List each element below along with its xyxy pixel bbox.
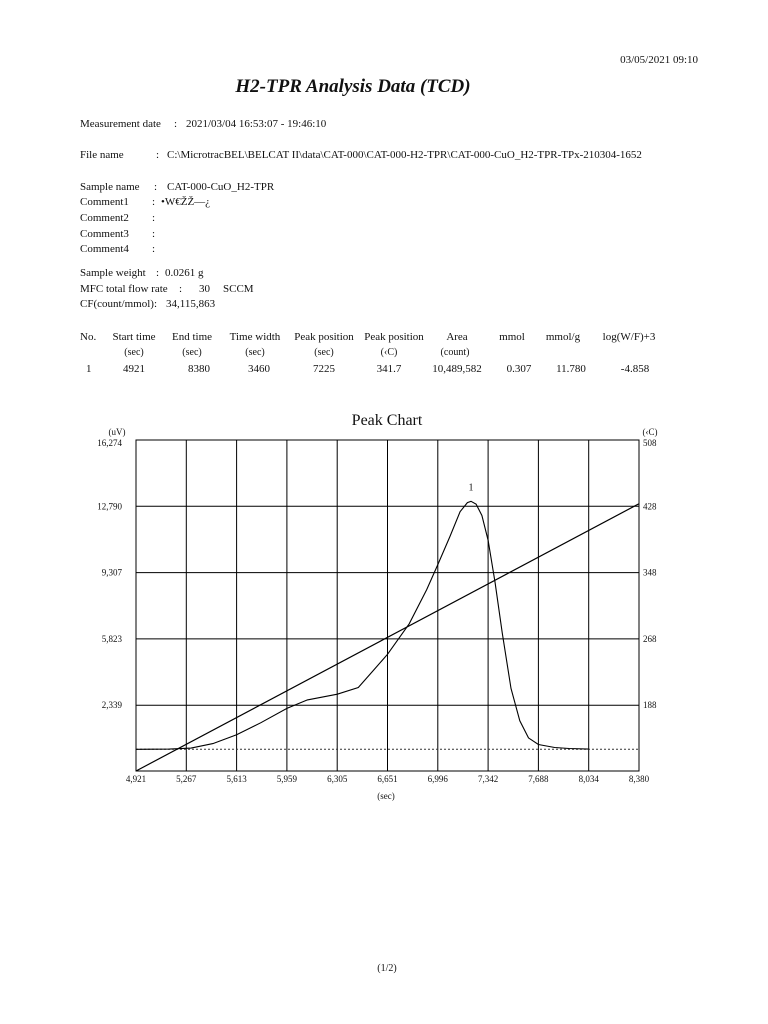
right-axis-unit: (‹C) [642, 427, 658, 437]
col-unit-start-time: (sec) [124, 347, 144, 358]
y-left-tick-label: 2,339 [101, 700, 122, 711]
cell-start-time: 4921 [123, 363, 145, 375]
y-right-tick-label: 428 [643, 501, 657, 512]
meta-label-comment1: Comment1 [80, 196, 129, 208]
x-tick-label: 7,342 [477, 774, 499, 784]
x-axis-label: (sec) [377, 791, 395, 801]
print-timestamp: 03/05/2021 09:10 [620, 54, 698, 66]
measurement-date-value: 2021/03/04 16:53:07 - 19:46:10 [186, 118, 327, 130]
left-axis-unit: (uV) [108, 427, 126, 437]
meta-label-sample-name: Sample name [80, 181, 140, 193]
peak-label: 1 [468, 482, 474, 494]
col-header-mmol-g: mmol/g [545, 331, 581, 343]
col-unit-area: (count) [440, 347, 470, 358]
cell-time-width: 3460 [248, 363, 270, 375]
cell-area: 10,489,582 [432, 363, 482, 375]
cell-no: 1 [86, 363, 92, 375]
x-tick-label: 4,921 [125, 774, 147, 784]
col-unit-peak-position-sec: (sec) [314, 347, 334, 358]
cell-peak-position-sec: 7225 [313, 363, 335, 375]
x-tick-label: 6,996 [427, 774, 448, 784]
meta-sep: : [174, 118, 178, 130]
col-header-log-wf: log(W/F)+3 [602, 331, 656, 343]
meta-sep: : [152, 243, 156, 255]
page-title: H2-TPR Analysis Data (TCD) [235, 76, 471, 97]
sample-weight-label: Sample weight [80, 267, 146, 279]
signal-curve [136, 501, 589, 749]
x-tick-label: 5,613 [226, 774, 247, 784]
col-header-mmol: mmol [499, 331, 525, 343]
col-header-area: Area [446, 331, 468, 343]
x-tick-label: 8,380 [628, 774, 650, 784]
flow-rate-value: 30 [199, 283, 210, 295]
y-right-tick-label: 188 [643, 700, 657, 711]
col-unit-end-time: (sec) [182, 347, 202, 358]
col-unit-peak-position-temp: (‹C) [380, 347, 398, 358]
peak-chart [0, 400, 768, 820]
sample-weight-value: 0.0261 g [165, 267, 204, 279]
flow-rate-unit: SCCM [223, 283, 254, 295]
file-name-value: C:\MicrotracBEL\BELCAT II\data\CAT-000\CAT-000-H2-TPR\CAT-000-CuO_H2-TPR-TPx-210304-1652 [167, 149, 642, 161]
meta-sep: : [156, 149, 160, 161]
cell-peak-position-temp: 341.7 [376, 363, 402, 375]
col-header-peak-position-temp: Peak position [364, 331, 424, 343]
x-tick-label: 6,651 [377, 774, 398, 784]
col-unit-time-width: (sec) [245, 347, 265, 358]
comment1-value: •W€ŽŽ—¿ [161, 196, 211, 208]
x-tick-label: 5,959 [276, 774, 298, 784]
y-left-tick-label: 5,823 [101, 633, 122, 644]
y-right-tick-label: 508 [643, 438, 657, 448]
y-left-tick-label: 16,274 [97, 438, 122, 448]
col-header-end-time: End time [171, 331, 213, 343]
meta-sep: : [152, 212, 156, 224]
cell-log-wf: -4.858 [620, 363, 650, 375]
y-right-tick-label: 348 [643, 567, 657, 578]
x-tick-label: 7,688 [528, 774, 549, 784]
meta-sep: : [152, 228, 156, 240]
col-header-peak-position-sec: Peak position [294, 331, 354, 343]
chart-title: Peak Chart [351, 412, 423, 429]
col-header-start-time: Start time [112, 331, 156, 343]
meta-label-comment2: Comment2 [80, 212, 129, 224]
cell-mmol-g: 11.780 [556, 363, 586, 375]
y-left-tick-label: 9,307 [101, 567, 122, 578]
param-sep: : [179, 283, 183, 295]
param-sep: : [156, 267, 160, 279]
meta-sep: : [152, 196, 156, 208]
meta-label-comment3: Comment3 [80, 228, 129, 240]
flow-rate-label: MFC total flow rate [80, 283, 168, 295]
cell-mmol: 0.307 [506, 363, 532, 375]
meta-sep: : [154, 181, 158, 193]
meta-label-file-name: File name [80, 149, 124, 161]
cf-value: 34,115,863 [166, 298, 216, 310]
sample-name-value: CAT-000-CuO_H2-TPR [167, 181, 275, 193]
x-tick-label: 6,305 [327, 774, 348, 784]
meta-label-measurement-date: Measurement date [80, 118, 161, 130]
x-tick-label: 5,267 [176, 774, 197, 784]
cell-end-time: 8380 [188, 363, 210, 375]
col-header-time-width: Time width [229, 331, 281, 343]
page-number: (1/2) [377, 963, 397, 974]
y-right-tick-label: 268 [643, 633, 657, 644]
x-tick-label: 8,034 [578, 774, 599, 784]
col-header-no: No. [80, 331, 97, 343]
tick-labels [97, 438, 657, 784]
meta-label-comment4: Comment4 [80, 243, 129, 255]
cf-label: CF(count/mmol): [80, 298, 157, 310]
grid-lines [136, 440, 639, 771]
y-left-tick-label: 12,790 [97, 501, 122, 512]
